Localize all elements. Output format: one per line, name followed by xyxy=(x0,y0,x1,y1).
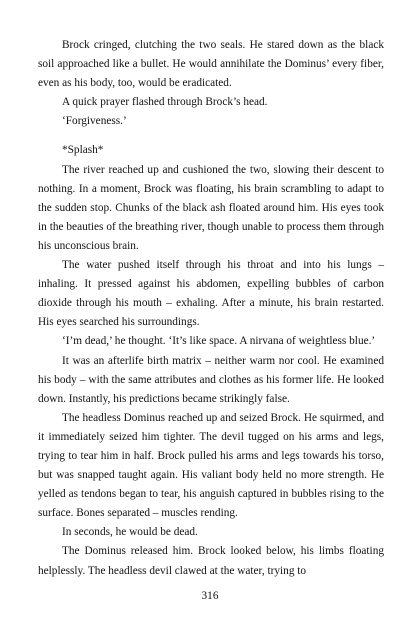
paragraph: It was an afterlife birth matrix – neither warm nor cool. He examined his body – with the same attributes and clothes as his former life. He looked down. Instantly, his predictions became strikingly false. xyxy=(38,354,384,405)
paragraph: A quick prayer flashed through Brock’s head. xyxy=(62,96,268,109)
paragraph: ‘Forgiveness.’ xyxy=(62,115,127,128)
scene-break-paragraph: *Splash* xyxy=(62,144,104,157)
paragraph: The river reached up and cushioned the two, slowing their descent to nothing. In a moment, Brock was floating, his brain scrambling to adapt to the sudden stop. Chunks of the black ash floated around him. His eyes took in the beauties of the breathing river, though unable to process them through his unconscious brain. xyxy=(38,163,384,252)
paragraph: The headless Dominus reached up and seized Brock. He squirmed, and it immediately seized him tighter. The devil tugged on his arms and legs, trying to tear him in half. Brock pulled his arms and legs towards his torso, but was snapped taught again. His valiant body held no more strength. He yelled as tendons began to tear, his anguish captured in bubbles rising to the surface. Bones separated – muscles rending. xyxy=(38,411,384,520)
paragraph: The Dominus released him. Brock looked below, his limbs floating helplessly. The headless devil clawed at the water, trying to xyxy=(38,545,384,577)
page-number: 316 xyxy=(201,590,219,602)
paragraph: Brock cringed, clutching the two seals. He stared down as the black soil approached like a bullet. He would annihilate the Dominus’ every fiber, even as his body, too, would be eradicated. xyxy=(38,39,384,90)
paragraph: The water pushed itself through his throat and into his lungs – inhaling. It pressed against his abdomen, expelling bubbles of carbon dioxide through his mouth – exhaling. After a minute, his brain restarted. His eyes searched his surroundings. xyxy=(38,259,384,329)
paragraph: In seconds, he would be dead. xyxy=(62,526,198,539)
paragraph: ‘I’m dead,’ he thought. ‘It’s like space. A nirvana of weightless blue.’ xyxy=(62,335,376,348)
body-text xyxy=(38,36,384,581)
